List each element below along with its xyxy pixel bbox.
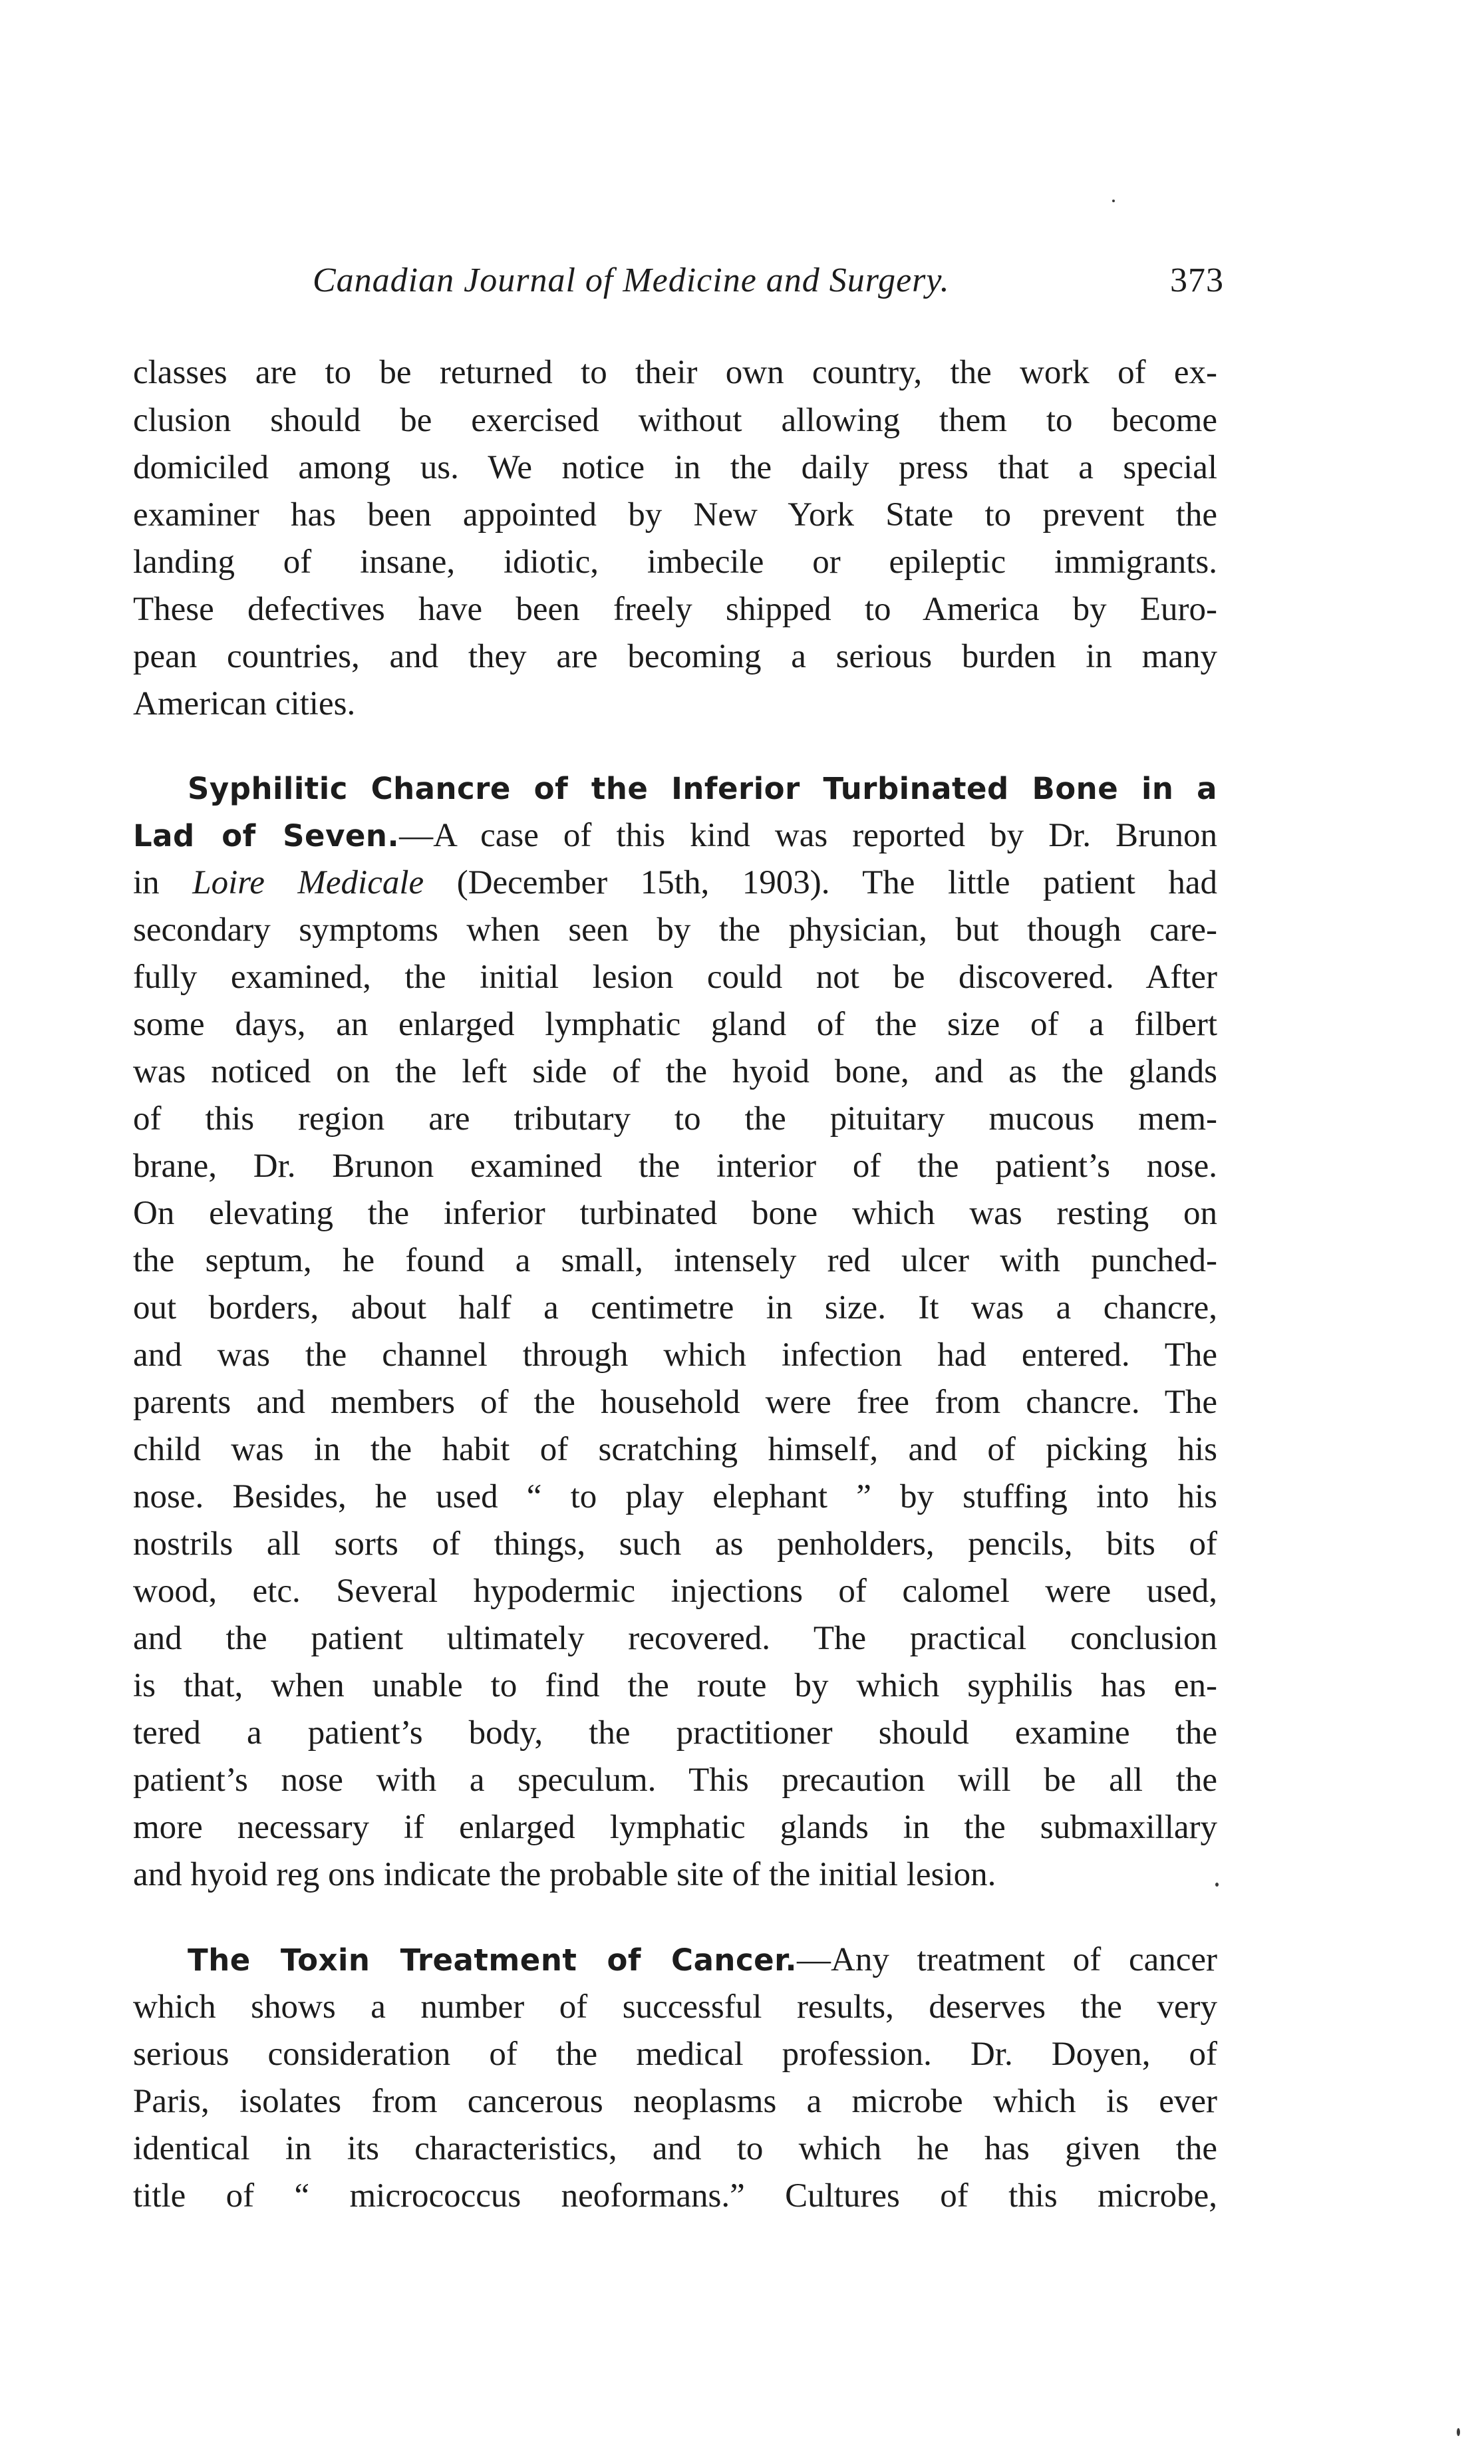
article1-line: tered a patient’s body, the practitioner should examine the <box>133 1714 1217 1752</box>
ink-speck <box>1215 1883 1219 1887</box>
article2-line: serious consideration of the medical profession. Dr. Doyen, of <box>133 2036 1217 2073</box>
paragraph1-line: examiner has been appointed by New York State to prevent the <box>133 496 1217 534</box>
article1-line: the septum, he found a small, intensely red ulcer with punched- <box>133 1242 1217 1279</box>
article1-heading: Syphilitic Chancre of the Inferior Turbinated Bone in a <box>188 771 1217 806</box>
article1-line: On elevating the inferior turbinated bone which was resting on <box>133 1195 1217 1232</box>
article2-line-text: —Any treatment of cancer <box>797 1941 1217 1978</box>
article1-heading-line <box>188 767 1217 810</box>
paragraph1-line: American cities. <box>133 685 356 722</box>
paragraph1-line: landing of insane, idiotic, imbecile or epileptic immigrants. <box>133 543 1217 581</box>
article1-line: some days, an enlarged lymphatic gland of the size of a filbert <box>133 1006 1217 1043</box>
page-number: 373 <box>1170 261 1224 299</box>
article1-line: nose. Besides, he used “ to play elephant ” by stuffing into his <box>133 1478 1217 1515</box>
article1-line-text: —A case of this kind was reported by Dr. Brunon <box>399 817 1217 854</box>
article1-line: patient’s nose with a speculum. This precaution will be all the <box>133 1762 1217 1799</box>
article1-line-text: in <box>133 864 193 901</box>
article2-line: title of “ micrococcus neoformans.” Cultures of this microbe, <box>133 2177 1217 2215</box>
article1-line: and was the channel through which infection had entered. The <box>133 1336 1217 1374</box>
article1-line: is that, when unable to find the route by which syphilis has en- <box>133 1667 1217 1704</box>
paragraph1-line: clusion should be exercised without allowing them to become <box>133 402 1217 439</box>
ink-speck <box>1112 200 1115 202</box>
article1-line: secondary symptoms when seen by the physician, but though care- <box>133 911 1217 949</box>
article1-line: out borders, about half a centimetre in size. It was a chancre, <box>133 1289 1217 1326</box>
article1-line: was noticed on the left side of the hyoid bone, and as the glands <box>133 1053 1217 1090</box>
article1-line: nostrils all sorts of things, such as penholders, pencils, bits of <box>133 1525 1217 1563</box>
article1-line <box>133 814 1217 857</box>
article1-line: fully examined, the initial lesion could not be discovered. After <box>133 959 1217 996</box>
article1-line-text: (December 15th, 1903). The little patient had <box>424 864 1218 901</box>
article1-line: parents and members of the household were free from chancre. The <box>133 1384 1217 1421</box>
article1-line: wood, etc. Several hypodermic injections of calomel were used, <box>133 1573 1217 1610</box>
article1-line: child was in the habit of scratching himself, and of picking his <box>133 1431 1217 1468</box>
paragraph1-line: pean countries, and they are becoming a serious burden in many <box>133 638 1217 675</box>
paragraph1-line: domiciled among us. We notice in the daily press that a special <box>133 449 1217 486</box>
article2-line: identical in its characteristics, and to which he has given the <box>133 2130 1217 2167</box>
running-title: Canadian Journal of Medicine and Surgery. <box>313 261 950 299</box>
ink-speck <box>1457 2428 1460 2436</box>
article1-line: more necessary if enlarged lymphatic glands in the submaxillary <box>133 1809 1217 1846</box>
article1-line: and hyoid reg ons indicate the probable site of the initial lesion. <box>133 1856 996 1893</box>
article2-heading: The Toxin Treatment of Cancer. <box>188 1942 798 1978</box>
journal-title: Loire Medicale <box>192 864 424 901</box>
article1-line: and the patient ultimately recovered. The practical conclusion <box>133 1620 1217 1657</box>
article1-line <box>133 861 1217 904</box>
article2-heading-line <box>188 1938 1217 1981</box>
paragraph1-line: classes are to be returned to their own country, the work of ex- <box>133 354 1217 391</box>
paragraph1-line: These defectives have been freely shipped to America by Euro- <box>133 591 1217 628</box>
article1-line: brane, Dr. Brunon examined the interior of the patient’s nose. <box>133 1148 1217 1185</box>
article2-line: which shows a number of successful results, deserves the very <box>133 1988 1217 2026</box>
article1-line: of this region are tributary to the pituitary mucous mem- <box>133 1100 1217 1138</box>
running-head <box>133 261 1224 307</box>
article2-line: Paris, isolates from cancerous neoplasms a microbe which is ever <box>133 2083 1217 2120</box>
article1-heading-end: Lad of Seven. <box>133 818 400 853</box>
